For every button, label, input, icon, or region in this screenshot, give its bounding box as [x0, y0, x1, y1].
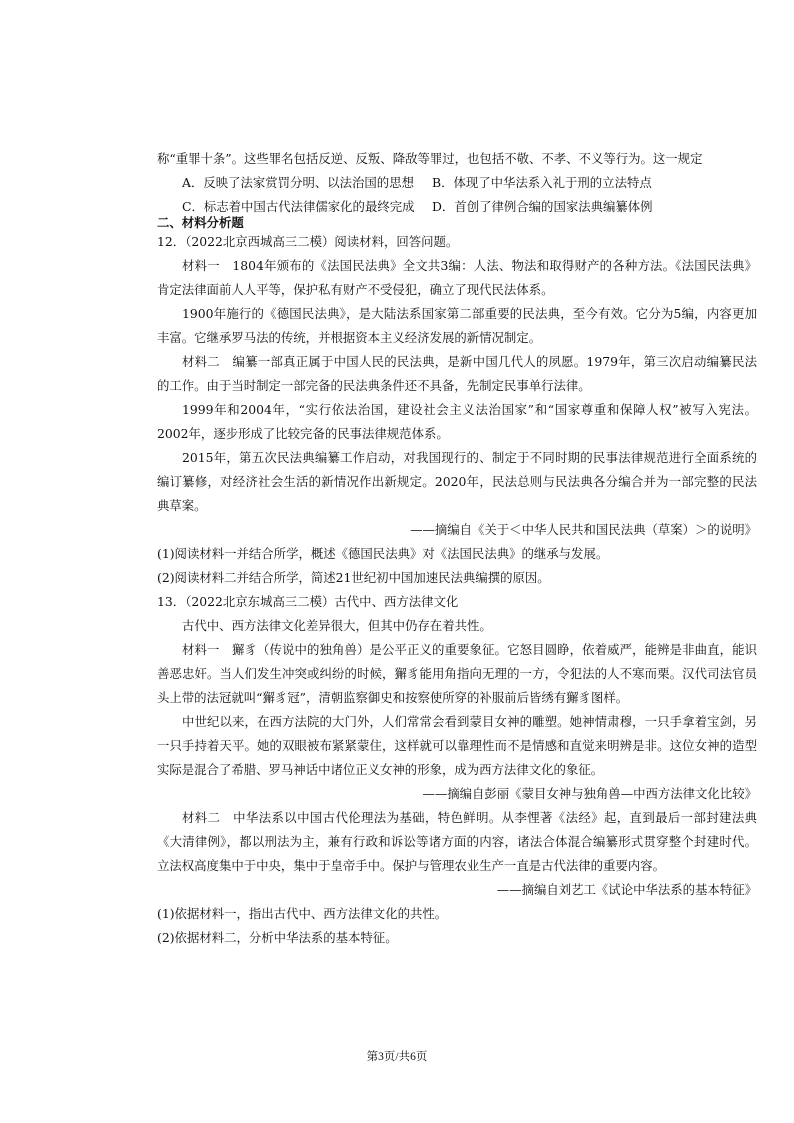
q13-intro: 古代中、西方法律文化差异很大，但其中仍存在着共性。	[182, 618, 492, 633]
q13-material-1-p2: 中世纪以来，在西方法院的大门外，人们常常会看到蒙目女神的雕塑。她神情肃穆，一只手拿着宝剑，另一只手持着天平。她的双眼被布紧紧蒙住，这样就可以靠理性而不是情感和直觉来明辨是非。这位女神的造型实际是混合了希腊、罗马神话中诸位正义女神的形象，成为西方法律文化的象征。	[157, 714, 757, 777]
q12-material-1-p2: 1900年施行的《德国民法典》，是大陆法系国家第二部重要的民法典，至今有效。它分为5编，内容更加丰富。它继承罗马法的传统，并根据资本主义经济发展的新情况制定。	[157, 306, 757, 345]
q11-option-b: B．体现了中华法系入礼于刑的立法特点	[432, 175, 652, 190]
section-title: 二、材料分析题	[157, 215, 244, 230]
q13-subquestion-1: (1)依据材料一，指出古代中、西方法律文化的共性。	[157, 906, 448, 921]
q11-options-row-1	[157, 171, 757, 195]
q13-source-2: ——摘编自刘艺工《试论中华法系的基本特征》	[496, 882, 757, 897]
q12-material-1-p1: 材料一 1804年颁布的《法国民法典》全文共3编：人法、物法和取得财产的各种方法。《法国民法典》肯定法律面前人人平等，保护私有财产不受侵犯，确立了现代民法体系。	[157, 258, 757, 297]
q11-option-d: D．首创了律例合编的国家法典编纂体例	[432, 199, 653, 214]
q11-option-a: A．反映了法家赏罚分明、以法治国的思想	[182, 175, 414, 190]
q13-material-1-p1: 材料一 獬豸（传说中的独角兽）是公平正义的重要象征。它怒目圆睁，依着威严，能辨是非曲直，能识善恶忠奸。当人们发生冲突或纠纷的时候，獬豸能用角指向无理的一方，令犯法的人不寒而栗。汉代司法官员头上带的法冠就叫“獬豸冠”，清朝监察御史和按察使所穿的补服前后皆绣有獬豸图样。	[157, 642, 757, 705]
q13-subquestion-2: (2)依据材料二，分析中华法系的基本特征。	[157, 930, 398, 945]
q12-material-2-p3: 2015年，第五次民法典编纂工作启动，对我国现行的、制定于不同时期的民事法律规范进行全面系统的编订纂修，对经济社会生活的新情况作出新规定。2020年，民法总则与民法典各分编合并为一部完整的民法典草案。	[157, 450, 757, 513]
page-content	[157, 147, 757, 950]
q12-source: ——摘编自《关于＜中华人民共和国民法典（草案）＞的说明》	[410, 522, 757, 537]
q13-header: 13．（2022北京东城高三二模）古代中、西方法律文化	[157, 594, 459, 609]
q12-subquestion-1: (1)阅读材料一并结合所学，概述《德国民法典》对《法国民法典》的继承与发展。	[157, 546, 609, 561]
q12-subquestion-2: (2)阅读材料二并结合所学，简述21世纪初中国加速民法典编撰的原因。	[157, 570, 550, 585]
q11-stem-tail: 称“重罪十条”。这些罪名包括反逆、反叛、降敌等罪过，也包括不敬、不孝、不义等行为。这一规定	[157, 151, 703, 166]
q13-material-2: 材料二 中华法系以中国古代伦理法为基础，特色鲜明。从李悝著《法经》起，直到最后一部封建法典《大清律例》，都以刑法为主，兼有行政和诉讼等诸方面的内容，诸法合体混合编纂形式贯穿整个封建时代。立法权高度集中于中央，集中于皇帝手中。保护与管理农业生产一直是古代法律的重要内容。	[157, 810, 757, 873]
q12-header: 12．（2022北京西城高三二模）阅读材料，回答问题。	[157, 234, 459, 249]
q12-material-2-p2: 1999年和2004年，“实行依法治国，建设社会主义法治国家”和“国家尊重和保障人权”被写入宪法。2002年，逐步形成了比较完备的民事法律规范体系。	[157, 402, 757, 441]
q11-option-c: C．标志着中国古代法律儒家化的最终完成	[182, 199, 415, 214]
q13-source-1: ——摘编自彭丽《蒙目女神与独角兽—中西方法律文化比较》	[422, 786, 757, 801]
page-number-footer: 第3页/共6页	[366, 1051, 428, 1063]
q12-material-2-p1: 材料二 编纂一部真正属于中国人民的民法典，是新中国几代人的夙愿。1979年，第三次启动编纂民法的工作。由于当时制定一部完备的民法典条件还不具备，先制定民事单行法律。	[157, 354, 757, 393]
